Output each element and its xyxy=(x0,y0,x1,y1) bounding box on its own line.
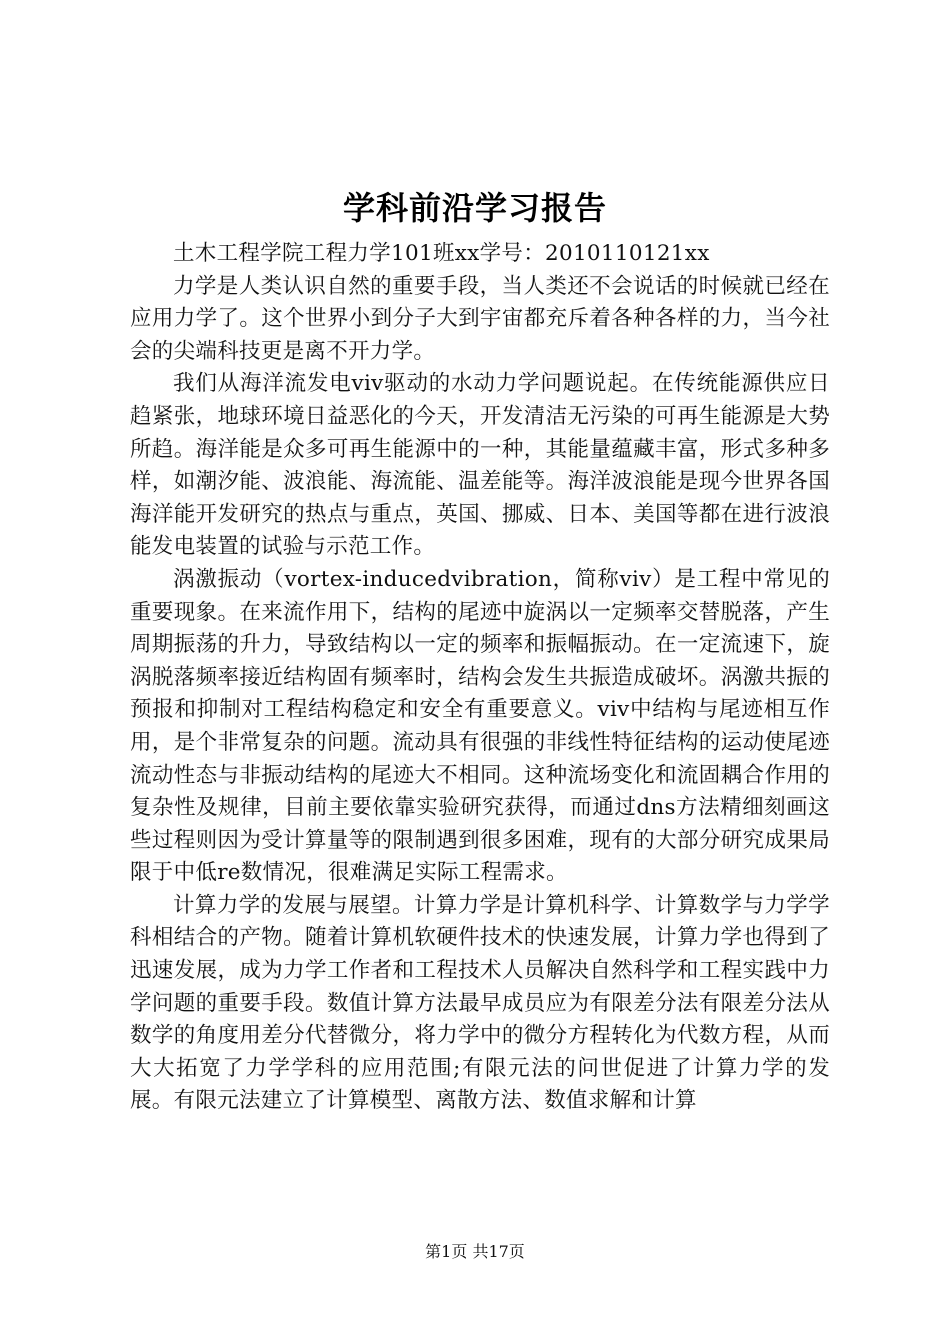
paragraph-ocean-energy: 我们从海洋流发电viv驱动的水动力学问题说起。在传统能源供应日趋紧张，地球环境日益恶化的今天，开发清洁无污染的可再生能源是大势所趋。海洋能是众多可再生能源中的一种，其能量蕴藏丰富，形式多种多样，如潮汐能、波浪能、海流能、温差能等。海洋波浪能是现今世界各国海洋能开发研究的热点与重点，英国、挪威、日本、美国等都在进行波浪能发电装置的试验与示范工作。 xyxy=(130,371,830,560)
paragraph-computational-mechanics: 计算力学的发展与展望。计算力学是计算机科学、计算数学与力学学科相结合的产物。随着计算机软硬件技术的快速发展，计算力学也得到了迅速发展，成为力学工作者和工程技术人员解决自然科学和工程实践中力学问题的重要手段。数值计算方法最早成员应为有限差分法有限差分法从数学的角度用差分代替微分，将力学中的微分方程转化为代数方程，从而大大拓宽了力学学科的应用范围;有限元法的问世促进了计算力学的发展。有限元法建立了计算模型、离散方法、数值求解和计算 xyxy=(130,892,830,1114)
paragraph-viv: 涡激振动（vortex-inducedvibration，简称viv）是工程中常见的重要现象。在来流作用下，结构的尾迹中旋涡以一定频率交替脱落，产生周期振荡的升力，导致结构以一定的频率和振幅振动。在一定流速下，旋涡脱落频率接近结构固有频率时，结构会发生共振造成破坏。涡激共振的预报和抑制对工程结构稳定和安全有重要意义。viv中结构与尾迹相互作用，是个非常复杂的问题。流动具有很强的非线性特征结构的运动使尾迹流动性态与非振动结构的尾迹大不相同。这种流场变化和流固耦合作用的复杂性及规律，目前主要依靠实验研究获得，而通过dns方法精细刻画这些过程则因为受计算量等的限制遇到很多困难，现有的大部分研究成果局限于中低re数情况，很难满足实际工程需求。 xyxy=(130,566,830,886)
author-line: 土木工程学院工程力学101班xx学号：2010110121xx xyxy=(173,241,710,266)
document-body xyxy=(130,238,830,1118)
paragraph-intro: 力学是人类认识自然的重要手段，当人类还不会说话的时候就已经在应用力学了。这个世界小到分子大到宇宙都充斥着各种各样的力，当今社会的尖端科技更是离不开力学。 xyxy=(130,273,830,364)
document-title: 学科前沿学习报告 xyxy=(342,189,607,227)
page-number-footer: 第1页 共17页 xyxy=(425,1242,525,1261)
